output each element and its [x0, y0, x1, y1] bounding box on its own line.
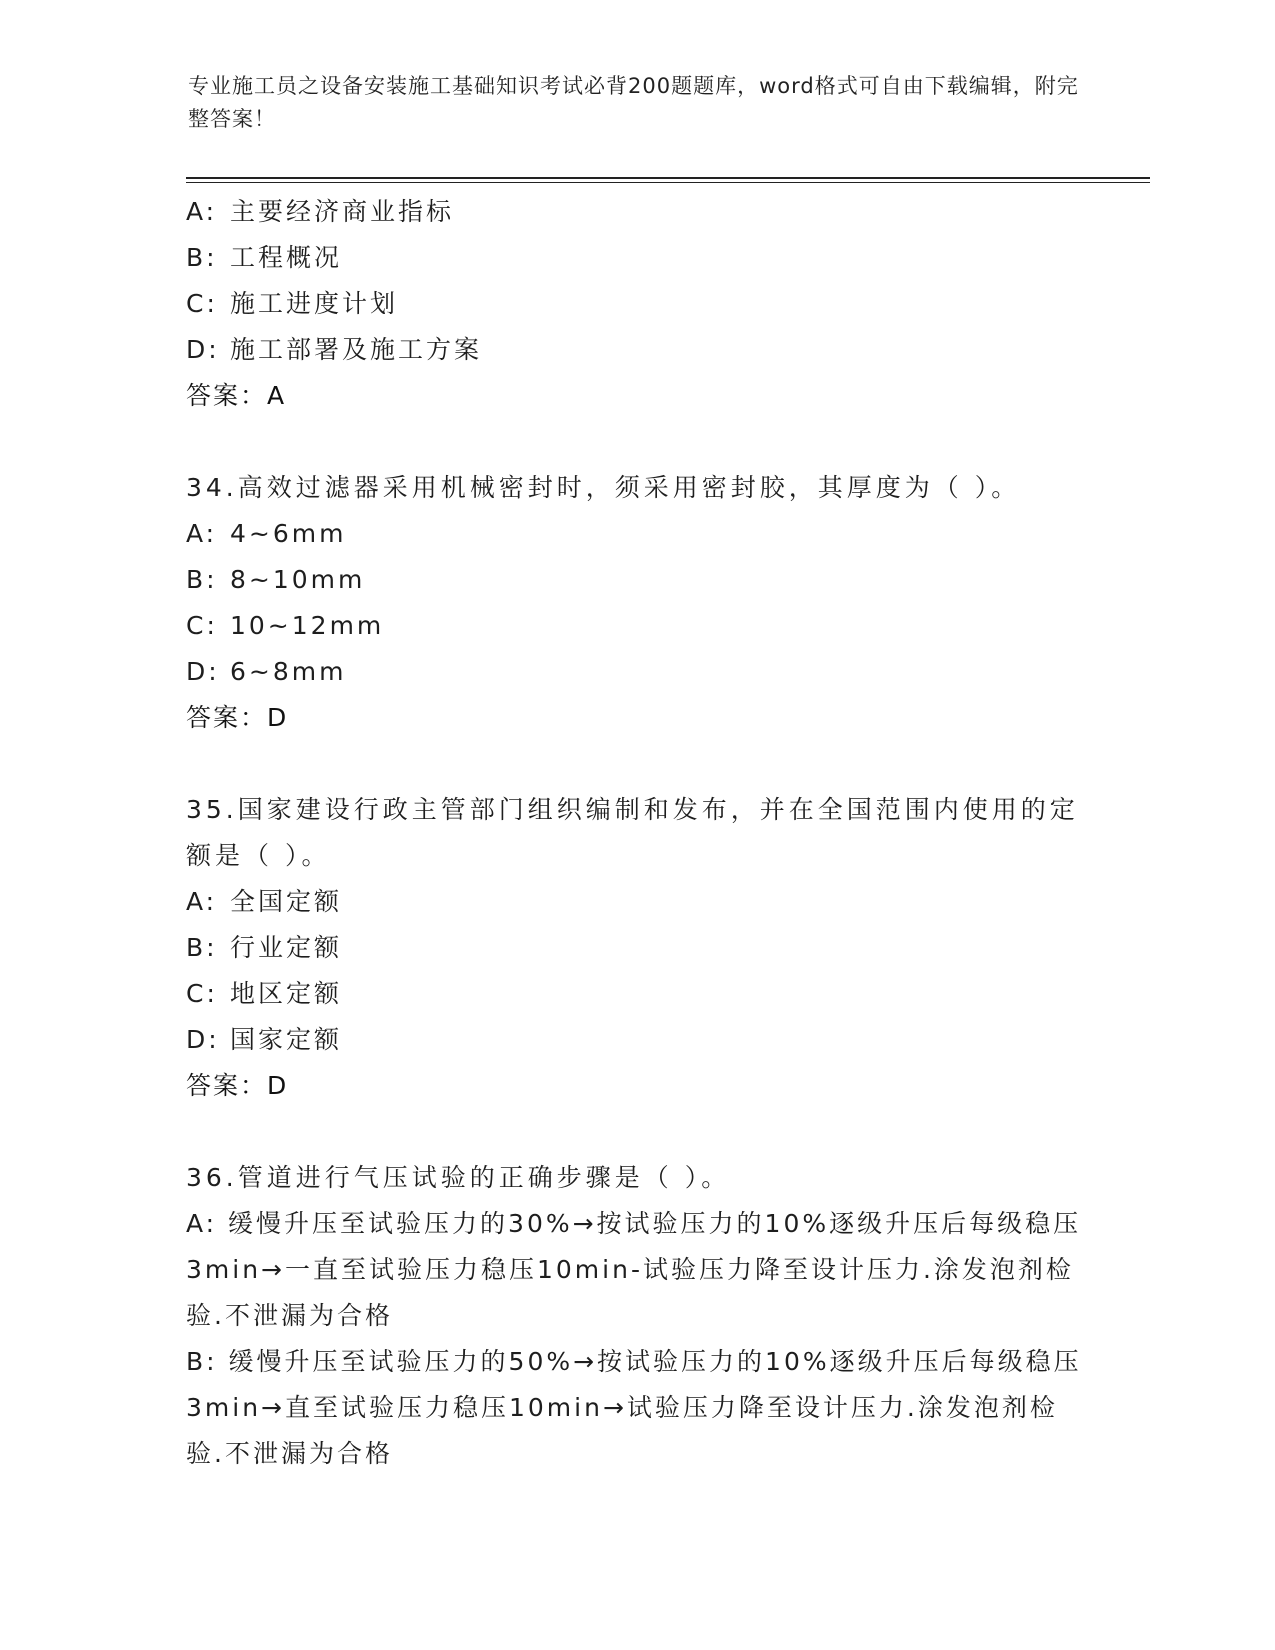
option-text: 地区定额	[230, 979, 343, 1008]
option-b	[186, 1339, 1086, 1477]
option-letter: C:	[186, 979, 218, 1008]
option-d	[186, 327, 1086, 373]
header-rule	[186, 177, 1150, 179]
option-letter: A:	[186, 519, 218, 548]
option-letter: D:	[186, 335, 220, 364]
option-letter: B:	[186, 1347, 218, 1376]
answer-line: 答案：D	[186, 703, 289, 732]
option-text: 10~12mm	[230, 611, 385, 640]
option-text: 全国定额	[230, 887, 343, 916]
question-34	[186, 465, 1086, 741]
option-text: 6~8mm	[230, 657, 347, 686]
question-list	[186, 189, 1086, 1477]
option-text: 缓慢升压至试验压力的30%→按试验压力的10%逐级升压后每级稳压3min→一直至试验压力稳压10min-试验压力降至设计压力.涂发泡剂检验.不泄漏为合格	[186, 1209, 1082, 1330]
option-text: 缓慢升压至试验压力的50%→按试验压力的10%逐级升压后每级稳压3min→直至试验压力稳压10min→试验压力降至设计压力.涂发泡剂检验.不泄漏为合格	[186, 1347, 1082, 1468]
option-letter: B:	[186, 565, 218, 594]
option-b	[186, 235, 1086, 281]
option-b	[186, 925, 1086, 971]
option-text: 施工部署及施工方案	[230, 335, 483, 364]
option-a	[186, 1201, 1086, 1339]
option-text: 施工进度计划	[230, 289, 399, 318]
option-d	[186, 1017, 1086, 1063]
option-letter: B:	[186, 243, 218, 272]
option-letter: A:	[186, 197, 218, 226]
answer-line: 答案：A	[186, 381, 287, 410]
option-b	[186, 557, 1086, 603]
option-a	[186, 879, 1086, 925]
option-letter: B:	[186, 933, 218, 962]
document-header: 专业施工员之设备安装施工基础知识考试必背200题题库，word格式可自由下载编辑，附完整答案！	[188, 74, 1079, 131]
option-letter: A:	[186, 1209, 218, 1238]
question-33-options	[186, 189, 1086, 419]
question-text: 34.高效过滤器采用机械密封时，须采用密封胶，其厚度为（ ）。	[186, 473, 1021, 502]
option-text: 行业定额	[230, 933, 343, 962]
option-text: 8~10mm	[230, 565, 366, 594]
option-c	[186, 971, 1086, 1017]
option-letter: A:	[186, 887, 218, 916]
question-35	[186, 787, 1086, 1109]
option-a	[186, 511, 1086, 557]
option-letter: D:	[186, 1025, 220, 1054]
question-text: 36.管道进行气压试验的正确步骤是（ ）。	[186, 1163, 731, 1192]
header-rule-thin	[186, 182, 1150, 183]
option-a	[186, 189, 1086, 235]
option-text: 工程概况	[230, 243, 343, 272]
question-text: 35.国家建设行政主管部门组织编制和发布，并在全国范围内使用的定额是（ ）。	[186, 795, 1079, 870]
question-36	[186, 1155, 1086, 1477]
option-c	[186, 603, 1086, 649]
option-letter: C:	[186, 289, 218, 318]
option-text: 4~6mm	[230, 519, 347, 548]
option-letter: C:	[186, 611, 218, 640]
option-c	[186, 281, 1086, 327]
option-d	[186, 649, 1086, 695]
option-letter: D:	[186, 657, 220, 686]
option-text: 主要经济商业指标	[230, 197, 455, 226]
option-text: 国家定额	[230, 1025, 343, 1054]
answer-line: 答案：D	[186, 1071, 289, 1100]
